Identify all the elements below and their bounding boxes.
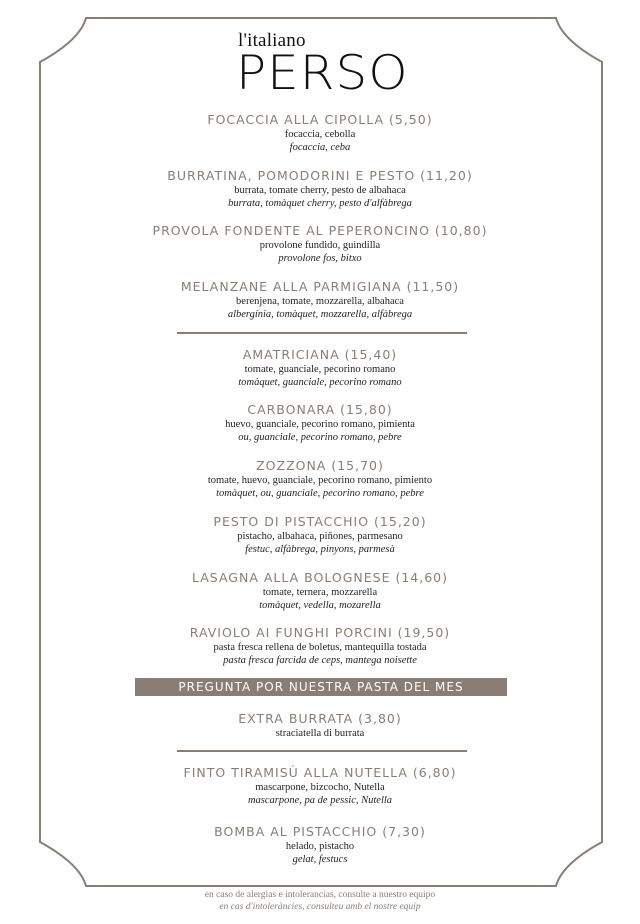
dish-item (40, 402, 600, 444)
dish-desc-ca: tomàquet, vedella, mozarella (259, 600, 381, 611)
dish-desc-ca: ou, guanciale, pecorino romano, pebre (238, 432, 402, 443)
dish-title: FOCACCIA ALLA CIPOLLA (5,50) (207, 112, 433, 127)
dish-desc-es: helado, pistacho (285, 841, 355, 852)
dish-title: BURRATINA, POMODORINI E PESTO (11,20) (167, 168, 473, 183)
dish-desc-ca: mascarpone, pa de pessic, Nutella (247, 795, 393, 806)
dish-desc-es: provolone fundido, guindilla (259, 240, 381, 251)
dish-desc-ca: focaccia, ceba (289, 142, 351, 153)
dish-desc-ca: albergínia, tomàquet, mozzarella, alfàbrega (227, 309, 413, 320)
footer-note-ca: en cas d'intoleràncies, consulteu amb el nostre equip (219, 902, 421, 912)
dish-title: PESTO DI PISTACCHIO (15,20) (213, 514, 427, 529)
menu-page (40, 18, 600, 886)
dish-desc-es: tomate, guanciale, pecorino romano (244, 364, 396, 375)
dish-desc-es: pasta fresca rellena de boletus, mantequilla tostada (213, 642, 427, 653)
dish-title: BOMBA AL PISTACCHIO (7,30) (214, 824, 426, 839)
logo-title: PERSO (236, 45, 409, 101)
dish-desc-es: huevo, guanciale, pecorino romano, pimienta (225, 419, 415, 430)
dish-title: MELANZANE ALLA PARMIGIANA (11,50) (180, 279, 460, 294)
logo-subtitle: l'italiano (238, 30, 306, 51)
dish-desc-es: focaccia, cebolla (284, 129, 356, 140)
section-divider (177, 750, 467, 752)
dish-item (40, 570, 600, 612)
dish-title: EXTRA BURRATA (3,80) (238, 711, 402, 726)
dish-desc-ca: burrata, tomàquet cherry, pesto d'alfàbrega (228, 198, 412, 209)
dish-item (40, 223, 600, 265)
dish-desc-es: tomate, ternera, mozzarella (262, 587, 378, 598)
footer-note-es: en caso de alergias e intolerancias, consulte a nuestro equipo (204, 890, 436, 900)
dish-desc-ca: tomàquet, ou, guanciale, pecorino romano, pebre (216, 488, 424, 499)
dish-item (40, 514, 600, 556)
dish-title: ZOZZONA (15,70) (256, 458, 384, 473)
dish-desc-ca: pasta fresca farcida de ceps, mantega noisette (223, 655, 417, 666)
dish-item (40, 711, 600, 740)
dish-desc-es: mascarpone, bizcocho, Nutella (255, 782, 385, 793)
dish-title: CARBONARA (15,80) (247, 402, 393, 417)
dish-title: RAVIOLO AI FUNGHI PORCINI (19,50) (189, 625, 451, 640)
dish-item (40, 279, 600, 321)
dish-desc-ca: tomàquet, guanciale, pecorino romano (238, 377, 402, 388)
dish-title: PROVOLA FONDENTE AL PEPERONCINO (10,80) (152, 223, 488, 238)
dish-item (40, 824, 600, 866)
dish-title: FINTO TIRAMISÙ ALLA NUTELLA (6,80) (183, 765, 457, 780)
dish-desc-es: berenjena, tomate, mozzarella, albahaca (236, 296, 404, 307)
dish-desc-es: pistacho, albahaca, piñones, parmesano (237, 531, 403, 542)
pasta-of-month-banner: PREGUNTA POR NUESTRA PASTA DEL MES (135, 678, 507, 696)
dish-desc-es: burrata, tomate cherry, pesto de albahaca (234, 185, 406, 196)
dish-item (40, 112, 600, 154)
dish-desc-ca: festuc, alfàbrega, pinyons, parmesà (245, 544, 395, 555)
dish-desc-ca: gelat, festucs (292, 854, 348, 865)
dish-desc-ca: provolone fos, bitxo (278, 253, 362, 264)
dish-item (40, 765, 600, 807)
dish-title: LASAGNA ALLA BOLOGNESE (14,60) (192, 570, 448, 585)
section-divider (177, 332, 467, 334)
dish-item (40, 168, 600, 210)
allergy-footer (0, 889, 640, 913)
dish-desc-es: tomate, huevo, guanciale, pecorino romano, pimiento (207, 475, 433, 486)
dish-item (40, 625, 600, 667)
dish-item (40, 347, 600, 389)
dish-item (40, 458, 600, 500)
dish-desc-es: straciatella di burrata (275, 728, 365, 739)
dish-title: AMATRICIANA (15,40) (242, 347, 398, 362)
